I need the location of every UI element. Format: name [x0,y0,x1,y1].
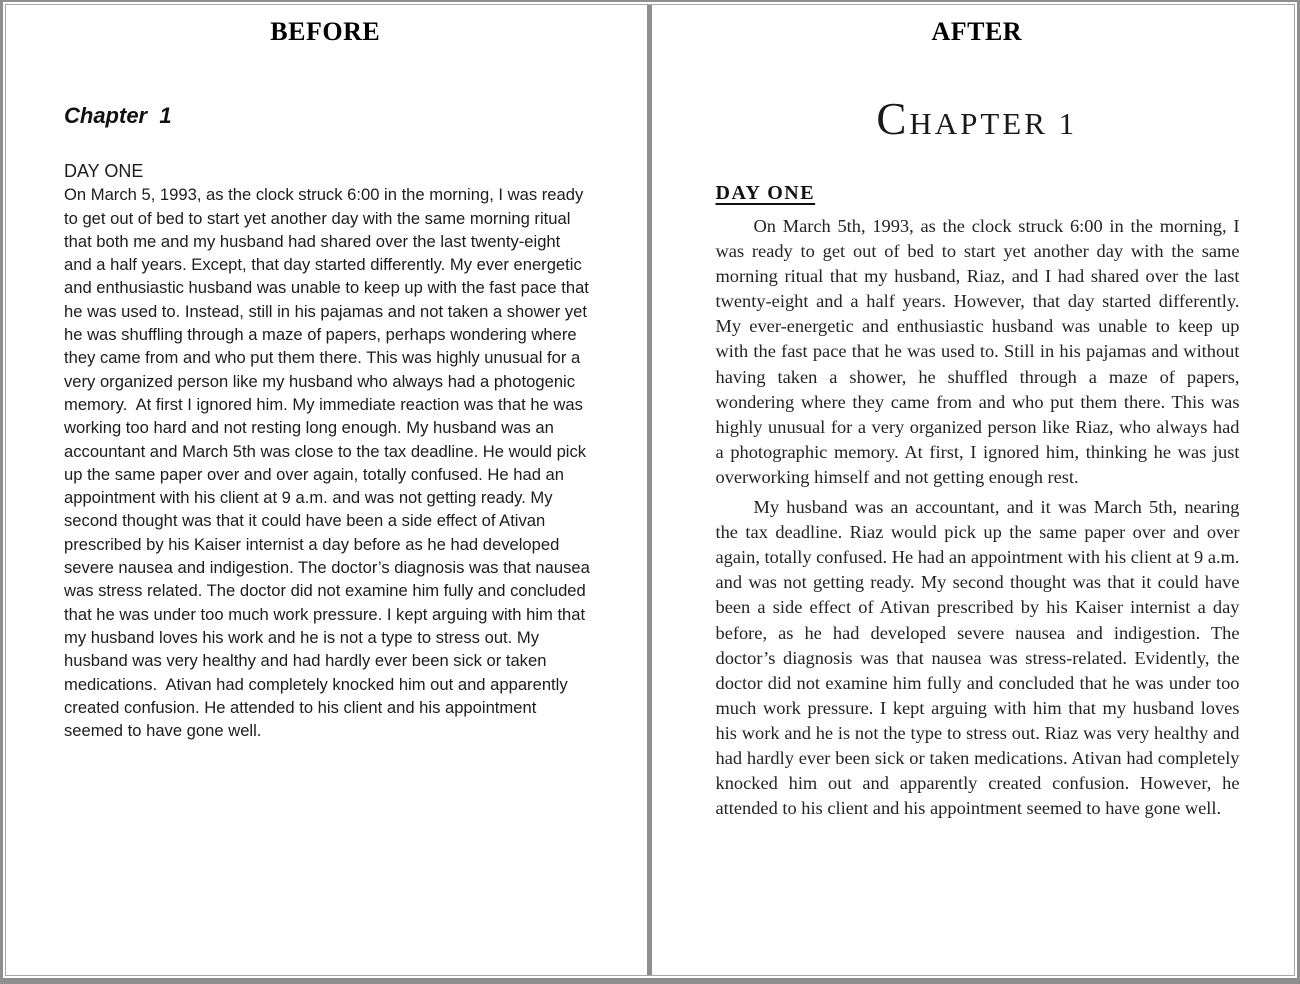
after-chapter-heading [716,94,1239,144]
before-body [64,160,595,742]
comparison-inner [5,4,1295,976]
before-header: BEFORE [270,17,381,46]
before-body-text: On March 5, 1993, as the clock struck 6:00 in the morning, I was ready to get out of bed to start yet another day with the same morning ritual that both me and my husband had shared over the last twenty-eight and a half years. Except, that day started differently. My ever energetic and enthusiastic husband was unable to keep up with the fast pace that he was used to. Instead, still in his pajamas and not taken a shower yet he was shuffling through a maze of papers, perhaps wondering where they came from and who put them there. This was highly unusual for a very organized person like my husband who always had a photogenic memory. At first I ignored him. My immediate reaction was that he was working too hard and not resting long enough. My husband was an accountant and March 5th was close to the tax deadline. He would pick up the same paper over and over again, totally confused. He had an appointment with his client at 9 a.m. and was not getting ready. My second thought was that it could have been a side effect of Ativan prescribed by his Kaiser internist a day before as he had developed severe nausea and indigestion. The doctor’s diagnosis was that nausea was stress related. The doctor did not examine him fully and concluded that he was under too much work pressure. I kept arguing with him that my husband loves his work and he is not a type to stress out. My husband was very healthy and had hardly ever been sick or taken medications. Ativan had completely knocked him out and apparently created confusion. He attended to his client and his appointment seemed to have gone well. [64,185,595,741]
before-page [6,5,647,975]
after-header: AFTER [931,17,1023,46]
after-section-heading: DAY ONE [715,182,816,204]
before-chapter-heading: Chapter 1 [64,103,172,128]
before-section-heading: DAY ONE [64,161,144,181]
after-chapter-rest: HAPTER 1 [909,106,1078,141]
after-paragraph-1: On March 5th, 1993, as the clock struck 6:00 in the morning, I was ready to get out of bed to start yet another day with the same morning ritual that my husband, Riaz, and I had shared over the last twenty-eight and a half years. However, that day started differently. My ever-energetic and enthusiastic husband was unable to keep up with the fast pace that he was used to. Still in his pajamas and without having taken a shower, he shuffled through a maze of papers, wondering where they came from and who put them there. This was highly unusual for a very organized person like Riaz, who always had a photographic memory. At first, I ignored him, thinking he was just overworking himself and not getting enough rest. [715,216,1240,487]
after-chapter-initial: C [876,94,910,144]
after-paragraph-2: My husband was an accountant, and it was March 5th, nearing the tax deadline. Riaz would pick up the same paper over and over again, totally confused. He had an appointment with his client at 9 a.m. and was not getting ready. My second thought was that it could have been a side effect of Ativan prescribed by his Kaiser internist a day before, as he had developed severe nausea and indigestion. The doctor’s diagnosis was that nausea was stress-related. Evidently, the doctor did not examine him fully and concluded that he was under too much work pressure. I kept arguing with him that my husband loves his work and he is not the type to stress out. Riaz was very healthy and had hardly ever been sick or taken medications. Ativan had completely knocked him out and apparently created confusion. However, he attended to his client and his appointment seemed to have gone well. [715,497,1240,819]
after-page [652,5,1295,975]
